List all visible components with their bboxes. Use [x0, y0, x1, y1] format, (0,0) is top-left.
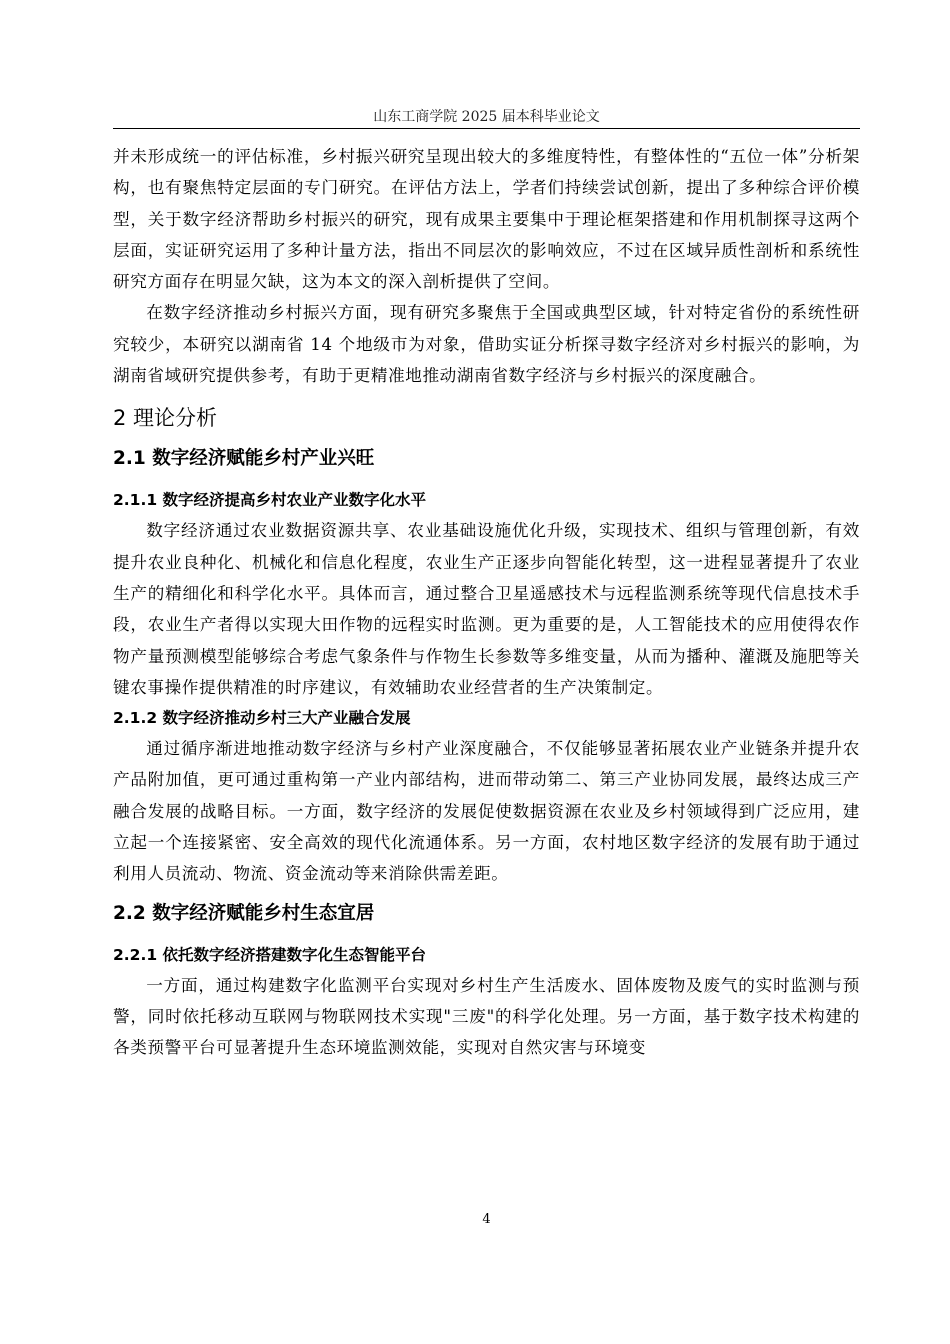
section-heading-2-2: 2.2 数字经济赋能乡村生态宜居 [113, 902, 375, 924]
page-number: 4 [482, 1212, 491, 1227]
section-heading-2: 2 理论分析 [113, 406, 218, 431]
paragraph-digitalization: 数字经济通过农业数据资源共享、农业基础设施优化升级，实现技术、组织与管理创新，有效提升农业良种化、机械化和信息化程度，农业生产正逐步向智能化转型，这一进程显著提升了农业生产的精细化和科学化水平。具体而言，通过整合卫星遥感技术与远程监测系统等现代信息技术手段，农业生产者得以实现大田作物的远程实时监测。更为重要的是，人工智能技术的应用使得农作物产量预测模型能够综合考虑气象条件与作物生长参数等多维变量，从而为播种、灌溉及施肥等关键农事操作提供精准的时序建议，有效辅助农业经营者的生产决策制定。 [113, 521, 860, 697]
section-heading-2-1-2: 2.1.2 数字经济推动乡村三大产业融合发展 [113, 709, 411, 728]
section-heading-2-1-1: 2.1.1 数字经济提高乡村农业产业数字化水平 [113, 491, 427, 510]
section-heading-2-2-1: 2.2.1 依托数字经济搭建数字化生态智能平台 [113, 945, 427, 964]
paragraph-industry-integration: 通过循序渐进地推动数字经济与乡村产业深度融合，不仅能够显著拓展农业产业链条并提升农产品附加值，更可通过重构第一产业内部结构，进而带动第二、第三产业协同发展，最终达成三产融合发展的战略目标。一方面，数字经济的发展促使数据资源在农业及乡村领域得到广泛应用，建立起一个连接紧密、安全高效的现代化流通体系。另一方面，农村地区数字经济的发展有助于通过利用人员流动、物流、资金流动等来消除供需差距。 [113, 739, 860, 884]
header-divider [113, 128, 860, 129]
paragraph-continuation: 并未形成统一的评估标准，乡村振兴研究呈现出较大的多维度特性，有整体性的“五位一体”分析架构，也有聚焦特定层面的专门研究。在评估方法上，学者们持续尝试创新，提出了多种综合评价模型，关于数字经济帮助乡村振兴的研究，现有成果主要集中于理论框架搭建和作用机制探寻这两个层面，实证研究运用了多种计量方法，指出不同层次的影响效应，不过在区域异质性剖析和系统性研究方面存在明显欠缺，这为本文的深入剖析提供了空间。 [113, 147, 860, 292]
section-heading-2-1: 2.1 数字经济赋能乡村产业兴旺 [113, 448, 375, 470]
paragraph-eco-platform: 一方面，通过构建数字化监测平台实现对乡村生产生活废水、固体废物及废气的实时监测与预警，同时依托移动互联网与物联网技术实现"三废"的科学化处理。另一方面，基于数字技术构建的各类预警平台可显著提升生态环境监测效能，实现对自然灾害与环境变 [113, 975, 860, 1058]
running-header: 山东工商学院 2025 届本科毕业论文 [373, 109, 600, 125]
page-body [113, 141, 860, 1064]
paragraph-hunan-focus: 在数字经济推动乡村振兴方面，现有研究多聚焦于全国或典型区域，针对特定省份的系统性研究较少，本研究以湖南省 14 个地级市为对象，借助实证分析探寻数字经济对乡村振兴的影响，为湖南省域研究提供参考，有助于更精准地推动湖南省数字经济与乡村振兴的深度融合。 [113, 303, 860, 386]
